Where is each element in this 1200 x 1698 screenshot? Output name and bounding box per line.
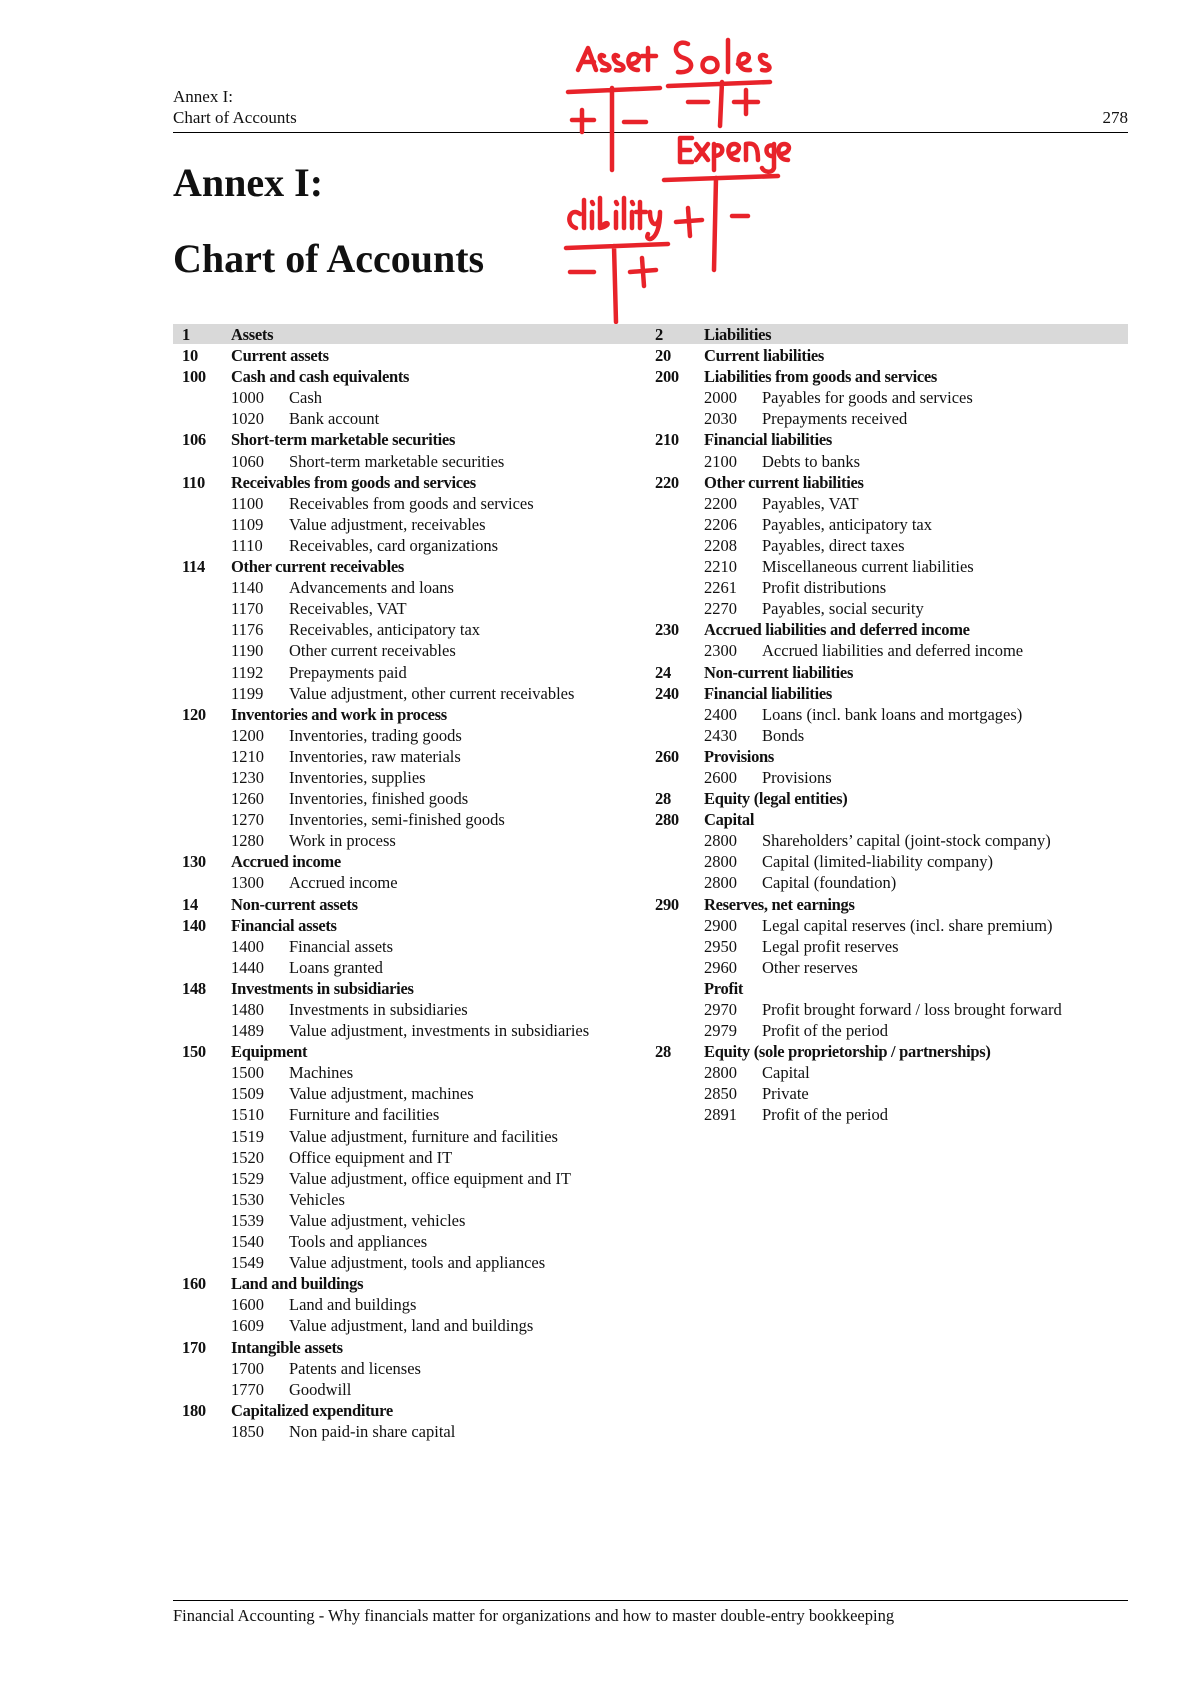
account-number: 1170: [231, 599, 264, 619]
account-number: 240: [655, 683, 679, 703]
account-number: 2800: [704, 873, 737, 893]
account-row: [182, 683, 652, 704]
account-row: [655, 957, 1125, 978]
account-name: Office equipment and IT: [289, 1147, 453, 1167]
account-number: 200: [655, 367, 679, 387]
account-name: Value adjustment, receivables: [289, 514, 486, 534]
account-group-row: [655, 683, 1125, 704]
account-number: 1850: [231, 1421, 264, 1441]
account-name: Private: [762, 1084, 809, 1104]
account-row: [182, 1083, 652, 1104]
account-number: 160: [182, 1274, 206, 1294]
handwriting-expense-label: [680, 138, 789, 172]
account-row: [182, 387, 652, 408]
account-name: Value adjustment, machines: [289, 1084, 474, 1104]
account-row: [182, 408, 652, 429]
account-name: Goodwill: [289, 1379, 352, 1399]
account-name: Vehicles: [289, 1189, 345, 1209]
account-number: 2970: [704, 1000, 737, 1019]
account-row: [655, 1020, 1125, 1041]
account-row: [182, 767, 652, 788]
account-group-row: [655, 746, 1125, 767]
account-name: Loans (incl. bank loans and mortgages): [762, 704, 1023, 724]
account-number: 106: [182, 430, 206, 450]
account-group-row: [182, 1337, 652, 1358]
account-name: Legal capital reserves (incl. share premium): [762, 915, 1053, 935]
account-number: 2800: [704, 831, 737, 851]
page-title: [173, 145, 484, 297]
account-number: 24: [655, 662, 671, 682]
header-chapter: Chart of Accounts: [173, 108, 297, 127]
assets-column: [182, 324, 652, 1442]
account-row: [655, 725, 1125, 746]
account-row: [655, 640, 1125, 661]
handwriting-liability-t-account: [566, 244, 668, 322]
account-group-row: [182, 704, 652, 725]
account-number: 2270: [704, 599, 737, 619]
account-group-row: [655, 1041, 1125, 1062]
account-row: [182, 872, 652, 893]
account-row: [655, 535, 1125, 556]
account-number: 14: [182, 894, 198, 914]
account-group-row: [182, 1400, 652, 1421]
account-group-row: [182, 851, 652, 872]
handwriting-sales-t-account: [668, 82, 770, 126]
account-number: 20: [655, 346, 671, 366]
account-number: 220: [655, 472, 679, 492]
account-number: 1539: [231, 1210, 264, 1230]
account-number: 100: [182, 367, 206, 387]
account-group-row: [182, 345, 652, 366]
account-row: [182, 662, 652, 683]
footer-rule: [173, 1600, 1128, 1601]
account-row: [182, 1062, 652, 1083]
account-name: Financial liabilities: [704, 683, 833, 703]
account-name: Equity (legal entities): [704, 789, 848, 809]
account-group-row: [182, 472, 652, 493]
account-row: [182, 957, 652, 978]
account-group-row: [182, 429, 652, 450]
account-number: 1609: [231, 1316, 264, 1336]
account-number: 2100: [704, 451, 737, 471]
account-name: Short-term marketable securities: [231, 430, 456, 450]
account-row: [182, 999, 652, 1020]
account-name: Non-current assets: [231, 894, 358, 914]
account-name: Capital (foundation): [762, 873, 897, 893]
account-name: Profit distributions: [762, 578, 887, 598]
account-number: 1300: [231, 873, 264, 893]
account-name: Profit: [704, 978, 744, 998]
account-name: Other reserves: [762, 957, 858, 977]
account-number: 1549: [231, 1253, 264, 1273]
account-name: Advancements and loans: [289, 578, 454, 598]
account-row: [182, 577, 652, 598]
account-row: [655, 1062, 1125, 1083]
account-number: 1100: [231, 493, 264, 513]
account-group-row: [655, 788, 1125, 809]
account-row: [182, 1147, 652, 1168]
account-group-row: [655, 662, 1125, 683]
account-name: Short-term marketable securities: [289, 451, 505, 471]
account-name: Furniture and facilities: [289, 1105, 440, 1125]
account-number: 2979: [704, 1021, 737, 1041]
account-group-row: [182, 366, 652, 387]
account-row: [182, 1294, 652, 1315]
account-name: Receivables, anticipatory tax: [289, 620, 481, 640]
account-row: [655, 1104, 1125, 1125]
account-number: 2400: [704, 704, 737, 724]
account-number: 2960: [704, 957, 737, 977]
account-number: 180: [182, 1400, 206, 1420]
account-row: [182, 1104, 652, 1125]
account-name: Bonds: [762, 725, 805, 745]
account-group-row: [655, 894, 1125, 915]
account-group-row: [655, 619, 1125, 640]
account-number: 2300: [704, 641, 737, 661]
account-number: 1400: [231, 936, 264, 956]
account-name: Provisions: [762, 767, 832, 787]
account-name: Accrued liabilities and deferred income: [762, 641, 1024, 661]
account-name: Provisions: [704, 746, 775, 766]
account-name: Non-current liabilities: [704, 662, 854, 682]
account-name: Other current liabilities: [704, 472, 864, 492]
account-name: Accrued liabilities and deferred income: [704, 620, 970, 640]
account-number: 1020: [231, 409, 264, 429]
account-name: Inventories, trading goods: [289, 725, 462, 745]
account-number: 10: [182, 346, 198, 366]
account-row: [655, 1083, 1125, 1104]
account-row: [182, 1126, 652, 1147]
account-group-row: [182, 915, 652, 936]
account-number: 210: [655, 430, 679, 450]
account-name: Financial assets: [289, 936, 394, 956]
account-group-row: [182, 324, 652, 345]
account-group-row: [182, 1273, 652, 1294]
account-row: [655, 598, 1125, 619]
account-name: Payables, social security: [762, 599, 924, 619]
account-number: 1210: [231, 746, 264, 766]
account-name: Liabilities from goods and services: [704, 367, 938, 387]
account-name: Machines: [289, 1063, 354, 1083]
account-number: 1540: [231, 1232, 264, 1252]
account-row: [182, 1020, 652, 1041]
title-line-2: Chart of Accounts: [173, 236, 485, 281]
account-number: 1770: [231, 1379, 264, 1399]
account-row: [655, 577, 1125, 598]
account-name: Investments in subsidiaries: [231, 978, 414, 998]
account-name: Non paid-in share capital: [289, 1421, 456, 1441]
account-number: 2900: [704, 915, 737, 935]
account-row: [182, 619, 652, 640]
account-name: Receivables from goods and services: [231, 472, 476, 492]
account-name: Payables, VAT: [762, 493, 859, 513]
account-number: 1190: [231, 641, 264, 661]
account-number: 2430: [704, 725, 737, 745]
account-number: 1110: [231, 535, 263, 555]
account-group-row: [655, 809, 1125, 830]
account-name: Other current receivables: [231, 557, 405, 577]
account-number: 1260: [231, 789, 264, 809]
title-line-1: Annex I:: [173, 160, 324, 205]
account-name: Receivables, VAT: [289, 599, 407, 619]
account-name: Value adjustment, tools and appliances: [289, 1253, 546, 1273]
account-name: Receivables, card organizations: [289, 535, 499, 555]
account-name: Payables, direct taxes: [762, 535, 905, 555]
account-row: [182, 1252, 652, 1273]
account-row: [182, 514, 652, 535]
account-number: 1520: [231, 1147, 264, 1167]
account-row: [182, 725, 652, 746]
account-number: 1500: [231, 1063, 264, 1083]
page-number: 278: [1102, 108, 1128, 127]
account-group-row: [655, 472, 1125, 493]
account-number: 2600: [704, 767, 737, 787]
account-name: Payables for goods and services: [762, 388, 973, 408]
account-name: Patents and licenses: [289, 1358, 421, 1378]
account-name: Investments in subsidiaries: [289, 1000, 468, 1019]
account-number: 1230: [231, 767, 264, 787]
account-row: [655, 408, 1125, 429]
account-row: [655, 704, 1125, 725]
account-number: 290: [655, 894, 679, 914]
account-group-row: [655, 429, 1125, 450]
account-row: [655, 999, 1125, 1020]
account-row: [655, 767, 1125, 788]
account-row: [655, 872, 1125, 893]
account-row: [655, 514, 1125, 535]
account-row: [182, 830, 652, 851]
account-number: 170: [182, 1337, 206, 1357]
account-row: [182, 640, 652, 661]
account-name: Accrued income: [231, 852, 341, 872]
account-number: 2800: [704, 1063, 737, 1083]
account-number: 2208: [704, 535, 737, 555]
account-name: Value adjustment, vehicles: [289, 1210, 466, 1230]
account-group-row: [182, 894, 652, 915]
header-annex: Annex I:: [173, 87, 233, 106]
account-name: Accrued income: [289, 873, 398, 893]
account-number: 28: [655, 1042, 671, 1062]
account-name: Miscellaneous current liabilities: [762, 557, 974, 577]
account-name: Financial assets: [231, 915, 337, 935]
account-group-row: [182, 978, 652, 999]
account-row: [655, 556, 1125, 577]
running-footer: Financial Accounting - Why financials matter for organizations and how to master double-entry bookkeeping: [173, 1606, 895, 1625]
account-name: Prepayments paid: [289, 662, 407, 682]
account-group-row: [182, 556, 652, 577]
account-number: 1192: [231, 662, 264, 682]
account-name: Value adjustment, other current receivables: [289, 683, 575, 703]
account-number: 1489: [231, 1021, 264, 1041]
account-number: 2200: [704, 493, 737, 513]
account-name: Debts to banks: [762, 451, 861, 471]
account-number: 1199: [231, 683, 264, 703]
handwriting-asset-label: [578, 48, 656, 70]
account-number: 1109: [231, 514, 264, 534]
account-name: Inventories and work in process: [231, 704, 447, 724]
account-row: [655, 493, 1125, 514]
account-name: Value adjustment, furniture and facilities: [289, 1126, 558, 1146]
account-number: 114: [182, 557, 205, 577]
liabilities-column: [655, 324, 1125, 1126]
account-name: Cash and cash equivalents: [231, 367, 410, 387]
account-group-row: [655, 978, 1125, 999]
account-number: 280: [655, 810, 679, 830]
account-name: Inventories, semi-finished goods: [289, 810, 505, 830]
account-name: Profit of the period: [762, 1021, 889, 1041]
account-row: [182, 1189, 652, 1210]
account-row: [655, 387, 1125, 408]
account-row: [182, 1315, 652, 1336]
account-row: [182, 1421, 652, 1442]
handwriting-asset-t-account: [568, 88, 660, 170]
account-row: [182, 493, 652, 514]
account-name: Capitalized expenditure: [231, 1400, 393, 1420]
account-number: 1270: [231, 810, 264, 830]
account-name: Profit brought forward / loss brought forward: [762, 1000, 1062, 1019]
account-number: 2206: [704, 514, 737, 534]
account-row: [655, 451, 1125, 472]
account-number: 2850: [704, 1084, 737, 1104]
handwriting-sales-label: [676, 40, 770, 72]
account-row: [182, 1358, 652, 1379]
account-number: 2261: [704, 578, 737, 598]
account-name: Value adjustment, investments in subsidiaries: [289, 1021, 590, 1041]
account-name: Liabilities: [704, 325, 772, 344]
account-row: [655, 915, 1125, 936]
account-number: 140: [182, 915, 206, 935]
account-number: 28: [655, 789, 671, 809]
account-name: Value adjustment, office equipment and IT: [289, 1168, 571, 1188]
account-row: [182, 598, 652, 619]
account-row: [182, 1231, 652, 1252]
account-name: Bank account: [289, 409, 380, 429]
account-name: Capital (limited-liability company): [762, 852, 993, 872]
account-row: [182, 788, 652, 809]
account-number: 1519: [231, 1126, 264, 1146]
account-name: Other current receivables: [289, 641, 456, 661]
account-row: [182, 451, 652, 472]
account-number: 1510: [231, 1105, 264, 1125]
account-name: Loans granted: [289, 957, 383, 977]
account-row: [182, 1168, 652, 1189]
account-row: [182, 746, 652, 767]
account-name: Land and buildings: [289, 1295, 417, 1315]
account-name: Tools and appliances: [289, 1232, 428, 1252]
account-number: 1509: [231, 1084, 264, 1104]
account-number: 120: [182, 704, 206, 724]
account-row: [182, 1379, 652, 1400]
account-number: 230: [655, 620, 679, 640]
account-name: Value adjustment, land and buildings: [289, 1316, 534, 1336]
account-number: 2030: [704, 409, 737, 429]
account-row: [655, 830, 1125, 851]
account-number: 2: [655, 325, 663, 344]
account-row: [655, 936, 1125, 957]
account-number: 1200: [231, 725, 264, 745]
account-name: Payables, anticipatory tax: [762, 514, 932, 534]
handwriting-expense-t-account: [664, 176, 778, 270]
account-number: 1280: [231, 831, 264, 851]
account-number: 2950: [704, 936, 737, 956]
account-number: 1000: [231, 388, 264, 408]
account-row: [655, 851, 1125, 872]
account-name: Cash: [289, 388, 322, 408]
account-row: [182, 1210, 652, 1231]
account-number: 148: [182, 978, 206, 998]
account-name: Equity (sole proprietorship / partnerships): [704, 1042, 991, 1062]
account-number: 1700: [231, 1358, 264, 1378]
handwritten-t-account-notes: [560, 30, 860, 330]
account-number: 2891: [704, 1105, 737, 1125]
account-number: 1176: [231, 620, 264, 640]
account-number: 1600: [231, 1295, 264, 1315]
account-name: Equipment: [231, 1042, 308, 1062]
account-name: Work in process: [289, 831, 396, 851]
account-name: Land and buildings: [231, 1274, 364, 1294]
account-number: 2800: [704, 852, 737, 872]
account-group-row: [655, 366, 1125, 387]
account-name: Shareholders’ capital (joint-stock company): [762, 831, 1051, 851]
account-name: Capital: [762, 1063, 810, 1083]
account-row: [182, 535, 652, 556]
account-name: Current assets: [231, 346, 329, 366]
account-name: Reserves, net earnings: [704, 894, 855, 914]
account-name: Inventories, finished goods: [289, 789, 469, 809]
account-name: Prepayments received: [762, 409, 908, 429]
account-group-row: [655, 324, 1125, 345]
account-name: Profit of the period: [762, 1105, 889, 1125]
account-name: Inventories, raw materials: [289, 746, 461, 766]
account-name: Assets: [231, 325, 274, 344]
account-name: Legal profit reserves: [762, 936, 899, 956]
account-name: Current liabilities: [704, 346, 825, 366]
account-number: 260: [655, 746, 679, 766]
account-number: 1530: [231, 1189, 264, 1209]
account-number: 1: [182, 325, 190, 344]
account-number: 1060: [231, 451, 264, 471]
account-number: 1480: [231, 1000, 264, 1019]
account-row: [182, 809, 652, 830]
account-group-row: [182, 1041, 652, 1062]
account-name: Capital: [704, 810, 755, 830]
account-name: Receivables from goods and services: [289, 493, 534, 513]
account-name: Intangible assets: [231, 1337, 343, 1357]
account-number: 2000: [704, 388, 737, 408]
account-number: 2210: [704, 557, 737, 577]
account-number: 1529: [231, 1168, 264, 1188]
handwriting-liability-label: [569, 198, 660, 239]
account-number: 150: [182, 1042, 206, 1062]
account-group-row: [655, 345, 1125, 366]
account-number: 110: [182, 472, 205, 492]
account-number: 1140: [231, 578, 264, 598]
account-number: 1440: [231, 957, 264, 977]
account-name: Inventories, supplies: [289, 767, 426, 787]
account-name: Financial liabilities: [704, 430, 833, 450]
account-number: 130: [182, 852, 206, 872]
account-row: [182, 936, 652, 957]
